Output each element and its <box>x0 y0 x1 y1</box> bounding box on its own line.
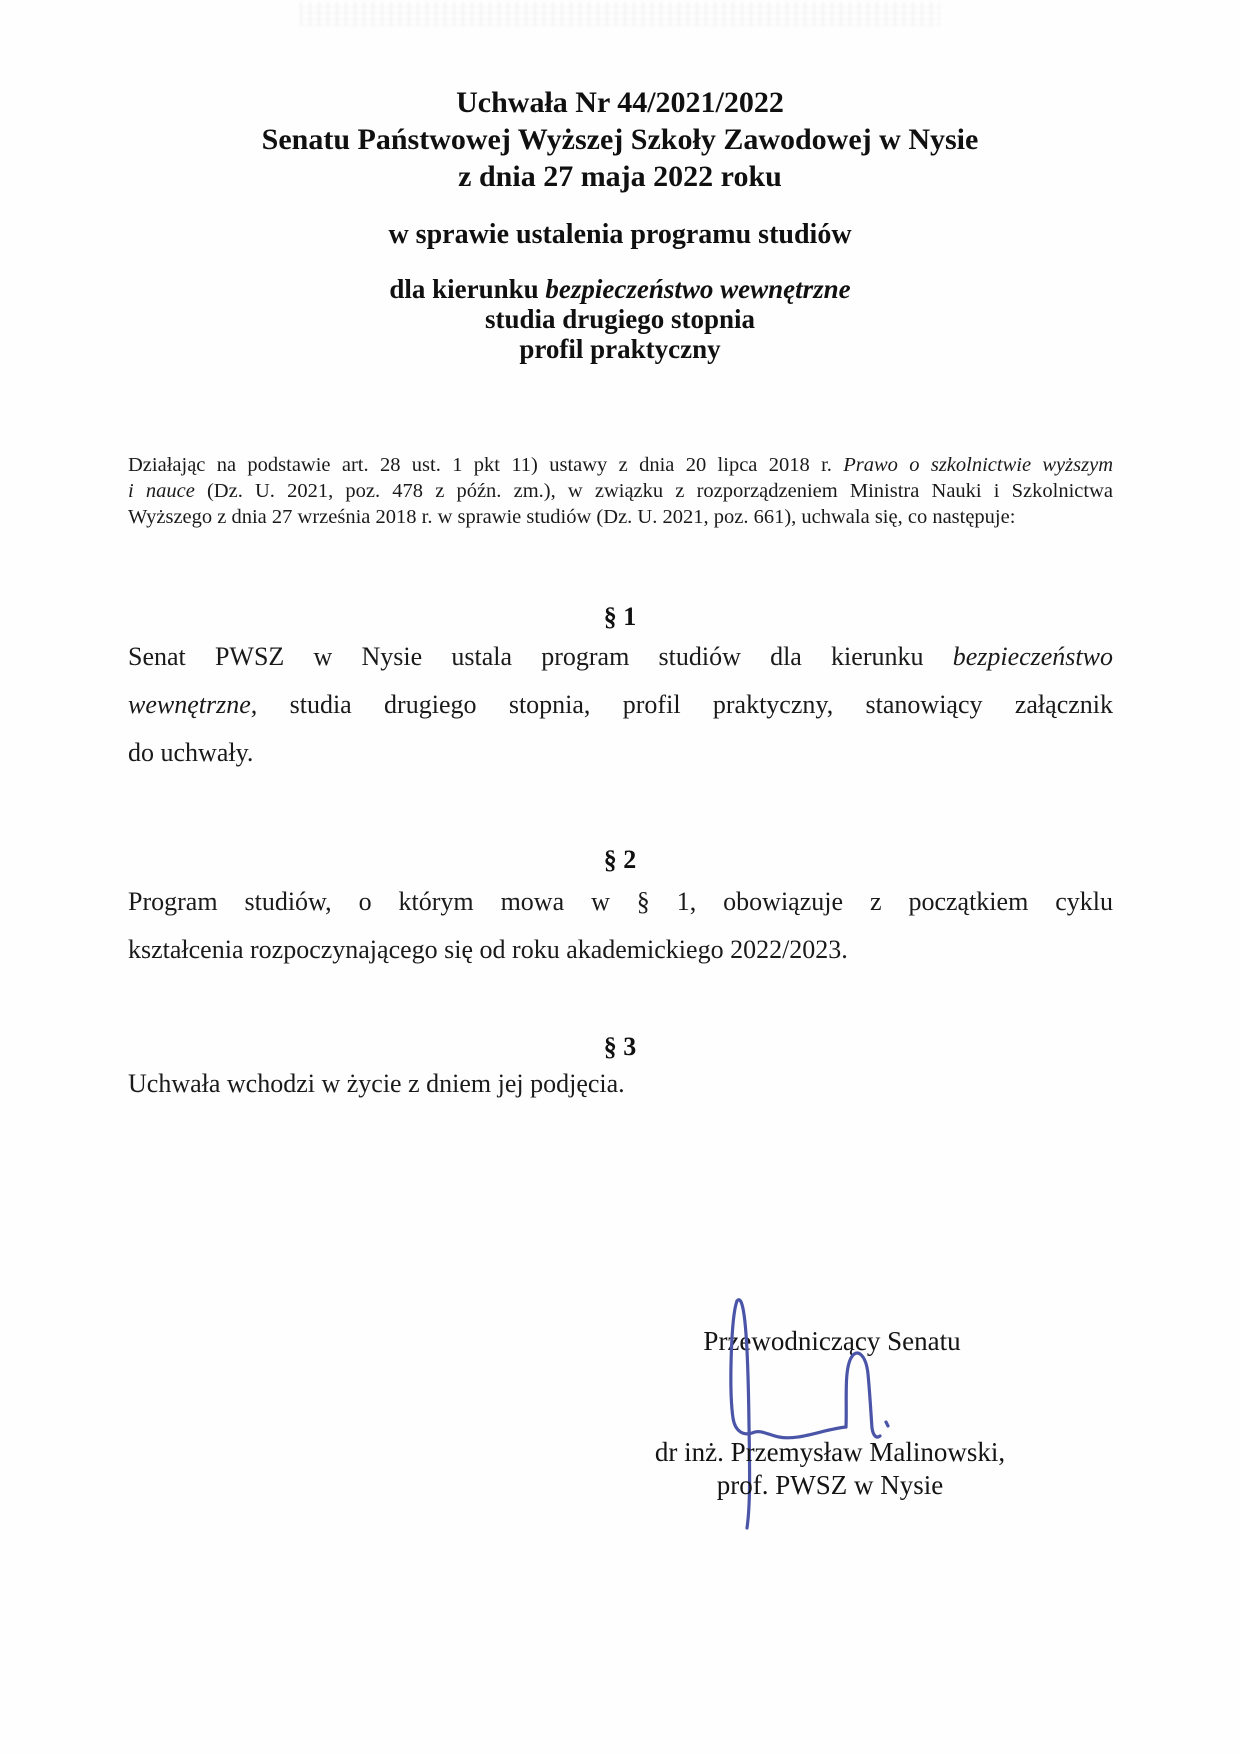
signer-title: prof. PWSZ w Nysie <box>716 1470 944 1500</box>
legal-text: Działając na podstawie art. 28 ust. 1 pkt 11) ustawy z dnia 20 lipca 2018 r. <box>128 454 844 476</box>
scan-noise-artifact <box>300 2 940 26</box>
signature-ink-dot <box>886 1422 888 1426</box>
handwritten-signature <box>700 1285 900 1545</box>
field-name-italic: wewnętrzne, <box>128 690 258 719</box>
field-prefix: dla kierunku <box>389 274 546 304</box>
section-1-body <box>128 633 1113 777</box>
legal-text: (Dz. U. 2021, poz. 478 z późn. zm.), w związku z rozporządzeniem Ministra Nauki i Szkolnictwa <box>194 480 1113 502</box>
section-3-heading: § 3 <box>603 1032 637 1061</box>
title-line-senate: Senatu Państwowej Wyższej Szkoły Zawodowej w Nysie <box>261 123 979 156</box>
field-name: bezpieczeństwo wewnętrzne <box>545 274 851 304</box>
profile-line: profil praktyczny <box>519 334 721 364</box>
document-subject: w sprawie ustalenia programu studiów <box>388 219 852 250</box>
title-line-date: z dnia 27 maja 2022 roku <box>458 160 782 193</box>
signer-name-block <box>560 1436 1100 1502</box>
section-3-body <box>128 1060 1113 1108</box>
signer-name: dr inż. Przemysław Malinowski, <box>654 1437 1006 1467</box>
section-2-line-1: Program studiów, o którym mowa w § 1, obowiązuje z początkiem cyklu <box>128 887 1113 916</box>
legal-line-2 <box>128 478 1113 504</box>
legal-line-1 <box>128 452 1113 478</box>
degree-level-line: studia drugiego stopnia <box>484 304 756 334</box>
section-1-line-1 <box>128 633 1113 681</box>
section-1-line-2 <box>128 681 1113 729</box>
field-name-italic: bezpieczeństwo <box>952 642 1113 671</box>
section-text: Senat PWSZ w Nysie ustala program studiów dla kierunku <box>128 642 953 671</box>
document-title <box>0 84 1240 195</box>
field-of-study-line <box>0 274 1240 304</box>
section-1-heading: § 1 <box>603 602 637 631</box>
section-2-line-2: kształcenia rozpoczynającego się od roku akademickiego 2022/2023. <box>128 935 848 964</box>
act-name-italic: Prawo o szkolnictwie wyższym <box>843 454 1113 476</box>
title-line-number: Uchwała Nr 44/2021/2022 <box>456 86 784 119</box>
signer-role-label: Przewodniczący Senatu <box>703 1326 961 1356</box>
field-of-study-block <box>0 274 1240 364</box>
section-2-heading: § 2 <box>603 845 637 874</box>
signature-stroke-loop-right <box>846 1353 880 1437</box>
act-name-italic: i nauce <box>128 480 195 502</box>
legal-basis-paragraph <box>128 452 1113 530</box>
section-1-line-3: do uchwały. <box>128 738 254 767</box>
section-3-line-1: Uchwała wchodzi w życie z dniem jej podjęcia. <box>128 1069 625 1098</box>
section-text: studia drugiego stopnia, profil praktyczny, stanowiący załącznik <box>257 690 1113 719</box>
legal-line-3: Wyższego z dnia 27 września 2018 r. w sprawie studiów (Dz. U. 2021, poz. 661), uchwala się, co następuje: <box>128 506 1016 528</box>
section-2-body <box>128 878 1113 974</box>
